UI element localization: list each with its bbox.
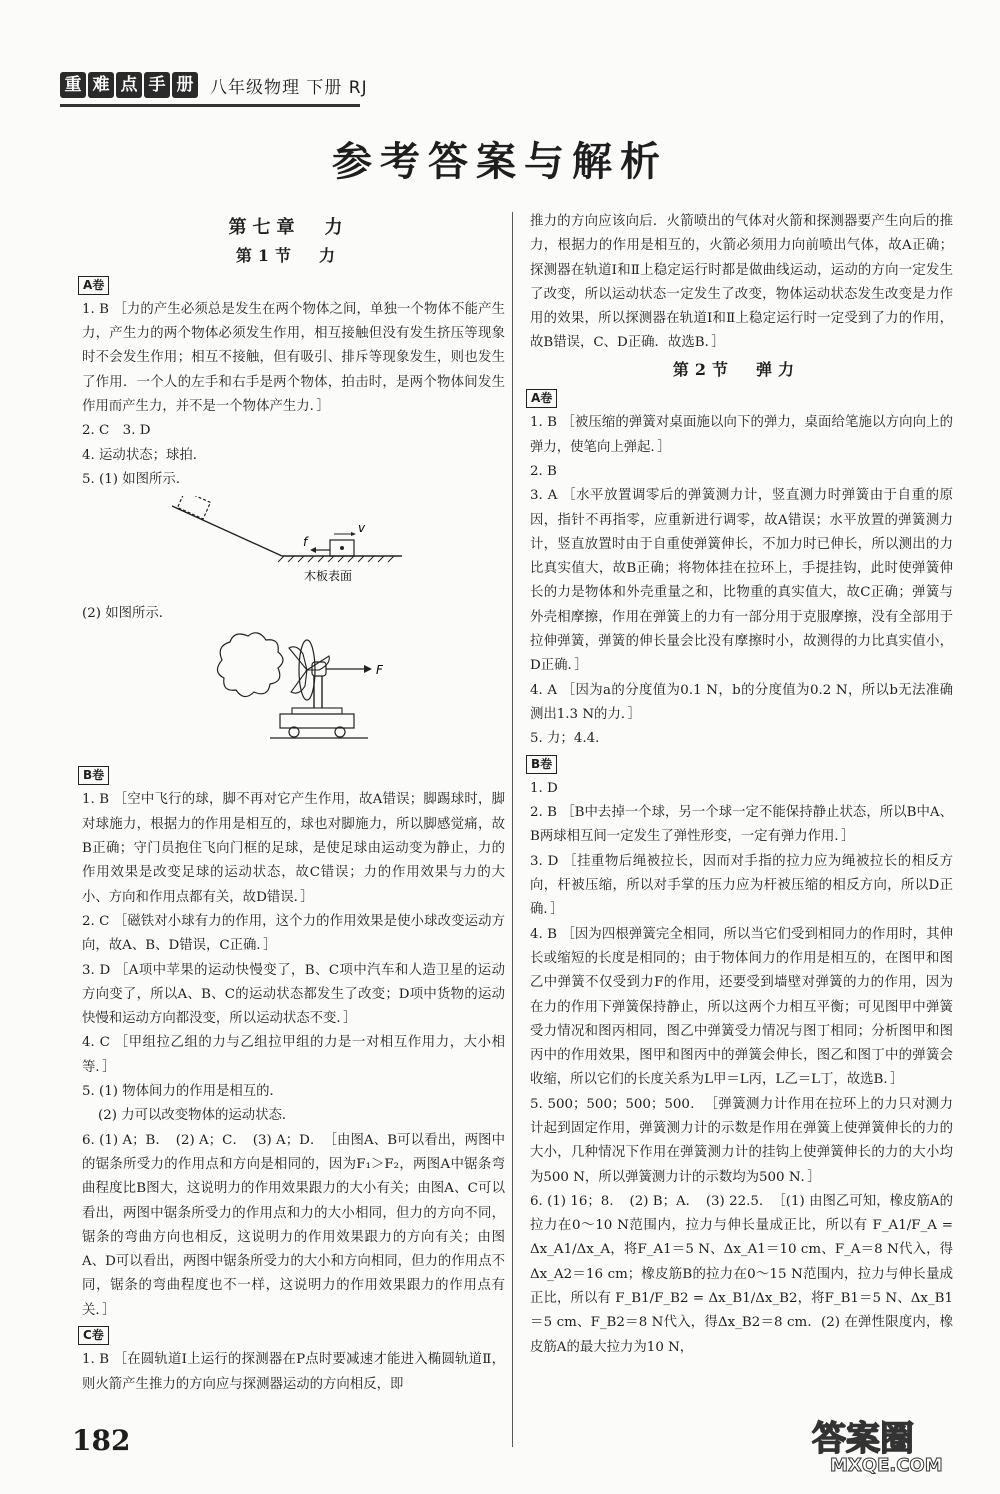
page-number: 182 xyxy=(72,1424,131,1457)
left-column xyxy=(72,210,505,1397)
answer-item: 5. (1) 物体间力的作用是相互的． xyxy=(82,1084,283,1100)
column-divider xyxy=(512,212,513,1447)
incline-diagram xyxy=(72,496,505,588)
page-title: 参考答案与解析 xyxy=(332,138,668,185)
answer-item: (2) 如图所示． xyxy=(82,605,173,621)
answer-item: 2. C ［磁铁对小球有力的作用，这个力的作用效果是使小球改变运动方向，故A、B、D错误，C正确．］ xyxy=(82,913,505,954)
answer-item: 1. B ［力的产生必须总是发生在两个物体之间，单独一个物体不能产生力，产生力的两个物体必须发生作用，相互接触但没有发生挤压等现象时不会发生作用；相互不接触，但有吸引、排斥等现象发生，则也发生了作用．一个人的左手和右手是两个物体，拍击时，是两个物体间发生作用而产生力，并不是一个物体产生力．］ xyxy=(82,301,505,415)
velocity-label: v xyxy=(358,521,366,536)
section-label-c: C卷 xyxy=(78,1326,109,1345)
section-label-b: B卷 xyxy=(78,766,109,785)
answer-item: (2) 力可以改变物体的运动状态． xyxy=(98,1108,296,1124)
answer-item: 6. (1) A；B． (2) A；C． (3) A；D． ［由图A、B可以看出，两图中的锯条所受力的作用点和方向是相同的，因为F₁＞F₂，两图A中锯条弯曲程度比B图大，这说明力的作用效果跟力的大小有关；由图A、C可以看出，两图中锯条所受力的作用点和力的大小相同，但力的方向不同，锯条的弯曲方向也相反，这说明力的作用效果跟力的方向有关；由图A、D可以看出，两图中锯条所受力的大小和方向相同，但力的作用点不同，锯条的弯曲程度也不一样，这说明力的作用效果跟力的作用点有关．］ xyxy=(82,1132,505,1318)
book-subtitle: 八年级物理 下册 RJ xyxy=(210,77,368,98)
section-label-a: A卷 xyxy=(78,276,109,295)
series-logo xyxy=(60,72,198,98)
answer-item: 2. C 3. D xyxy=(82,423,151,439)
friction-label: f xyxy=(303,535,308,550)
figure-incline-block xyxy=(72,496,505,597)
watermark-text: 答案圈 xyxy=(812,1419,914,1459)
answer-item-continued: 推力的方向应该向后．火箭喷出的气体对火箭和探测器要产生向后的推力，根据力的作用是相互的，火箭必须用力向前喷出气体，故A正确；探测器在轨道Ⅰ和Ⅱ上稳定运行时都是做曲线运动，运动的方向一定发生了改变，所以运动状态一定发生了改变，物体运动状态发生改变是力作用的效果，所以探测器在轨道Ⅰ和Ⅱ上稳定运行时一定受到了力的作用，故B错误，C、D正确．故选B．］ xyxy=(530,214,953,351)
answer-item: 2. B ［B中去掉一个球，另一个球一定不能保持静止状态，所以B中A、B两球相互间一定发生了弹性形变，一定有弹力作用．］ xyxy=(530,805,953,845)
section-heading: 第2节 弹力 xyxy=(672,359,801,379)
answer-item: 5. (1) 如图所示． xyxy=(82,471,190,487)
answer-item: 4. A ［因为a的分度值为0.1 N，b的分度值为0.2 N，所以b无法准确测出1.3 N的力．］ xyxy=(530,682,953,722)
answer-item: 6. (1) 16；8． (2) B；A． (3) 22.5． ［(1) 由图乙可知，橡皮筋A的拉力在0～10 N范围内，拉力与伸长量成正比，所以有 F_A1/F_A = Δx_A1/Δx_A，将F_A1＝5 N、Δx_A1＝10 cm、F_A＝8 N代入，得Δx_A2＝16 cm；橡皮筋B的拉力在0～15 N范围内，拉力与伸长量成正比，所以有 F_B1/F_B2 = Δx_B1/Δx_B2，将F_B1＝5 N、Δx_B1＝5 cm、F_B2＝8 N代入，得Δx_B2＝8 cm．(2) 在弹性限度内，橡皮筋A的最大拉力为10 N， xyxy=(530,1193,953,1355)
answer-item: 3. D ［挂重物后绳被拉长，因而对手指的拉力应为绳被拉长的相反方向，杆被压缩，所以对手掌的压力应为杆被压缩的相反方向，所以D正确．］ xyxy=(530,853,953,918)
section-label-b: B卷 xyxy=(526,755,557,774)
chapter-heading: 第七章 力 xyxy=(228,217,349,238)
fan-cart-diagram xyxy=(72,630,505,750)
answer-item: 4. 运动状态；球拍． xyxy=(82,447,207,463)
answer-item: 1. D xyxy=(530,780,558,796)
answer-item: 5. 力；4.4． xyxy=(530,731,609,747)
answer-item: 1. B ［空中飞行的球，脚不再对它产生作用，故A错误；脚踢球时，脚对球施力，根据力的作用是相互的，球也对脚施力，所以脚感觉痛，故B正确；守门员抱住飞向门框的足球，是使足球由运动变为静止，力的作用效果是改变足球的运动状态，故C错误；力的作用效果与力的大小、方向和作用点都有关，故D错误．］ xyxy=(82,792,505,905)
logo-char: 重 xyxy=(60,72,86,98)
right-column xyxy=(520,210,953,1360)
answer-item: 2. B xyxy=(530,463,557,479)
logo-char: 难 xyxy=(88,72,114,98)
answer-item: 3. D ［A项中苹果的运动快慢变了，B、C项中汽车和人造卫星的运动方向变了，所以A、B、C的运动状态都发生了改变；D项中货物的运动快慢和运动方向都没变，所以运动状态不变．］ xyxy=(82,962,505,1027)
figure-fan-cart xyxy=(72,630,505,759)
logo-char: 点 xyxy=(116,72,142,98)
answer-item: 4. C ［甲组拉乙组的力与乙组拉甲组的力是一对相互作用力，大小相等．］ xyxy=(82,1035,505,1075)
force-label: F xyxy=(376,662,383,677)
answer-item: 1. B ［被压缩的弹簧对桌面施以向下的弹力，桌面给笔施以方向向上的弹力，使笔向上弹起．］ xyxy=(530,415,953,455)
header-rule xyxy=(60,104,360,107)
watermark-url: MXQE.COM xyxy=(830,1455,943,1474)
answer-item: 4. B ［因为四根弹簧完全相同，所以当它们受到相同力的作用时，其伸长或缩短的长度是相同的；由于物体间力的作用是相互的，在图甲和图乙中弹簧不仅受到力F的作用，还要受到墙壁对弹簧的力的作用，因为在力的作用下弹簧保持静止，所以这两个力相互平衡；可见图甲中弹簧受力情况和图丙相同，图乙中弹簧受力情况与图丁相同；分析图甲和图丙中的作用效果，图甲和图丙中的弹簧会伸长，图乙和图丁中的弹簧会收缩，所以它们的长度关系为L甲＝L丙，L乙＝L丁，故选B．］ xyxy=(530,926,953,1088)
answer-item: 3. A ［水平放置调零后的弹簧测力计，竖直测力时弹簧由于自重的原因，指针不再指零，应重新进行调零，故A错误；水平放置的弹簧测力计，竖直放置时由于自重使弹簧伸长，不加力时已伸长，所以测出的力比真实值大，故B正确；将物体挂在拉环上，手提挂钩，此时使弹簧伸长的力是物体和外壳重量之和，比物重的真实值大，故C正确；弹簧与外壳相摩擦，作用在弹簧上的力有一部分用于克服摩擦，没有全部用于拉伸弹簧，弹簧的伸长量会比没有摩擦时小，故测得的力比真实值小，D正确．］ xyxy=(530,488,953,674)
watermark-logo xyxy=(808,1416,978,1474)
section-label-a: A卷 xyxy=(526,389,557,408)
logo-char: 手 xyxy=(144,72,170,98)
section-heading: 第1节 力 xyxy=(235,246,342,266)
answer-item: 5. 500；500；500；500． ［弹簧测力计作用在拉环上的力只对测力计起到固定作用，弹簧测力计的示数是作用在弹簧上使弹簧伸长的力的大小，几种情况下作用在弹簧测力计的挂钩上使弹簧伸长的力的大小均为500 N，所以弹簧测力计的示数均为500 N．］ xyxy=(530,1096,953,1185)
running-header xyxy=(60,72,368,98)
answer-item: 1. B ［在圆轨道Ⅰ上运行的探测器在P点时要减速才能进入椭圆轨道Ⅱ，则火箭产生推力的方向应与探测器运动的方向相反，即 xyxy=(82,1352,505,1392)
logo-char: 册 xyxy=(172,72,198,98)
board-surface-label: 木板表面 xyxy=(304,569,353,584)
